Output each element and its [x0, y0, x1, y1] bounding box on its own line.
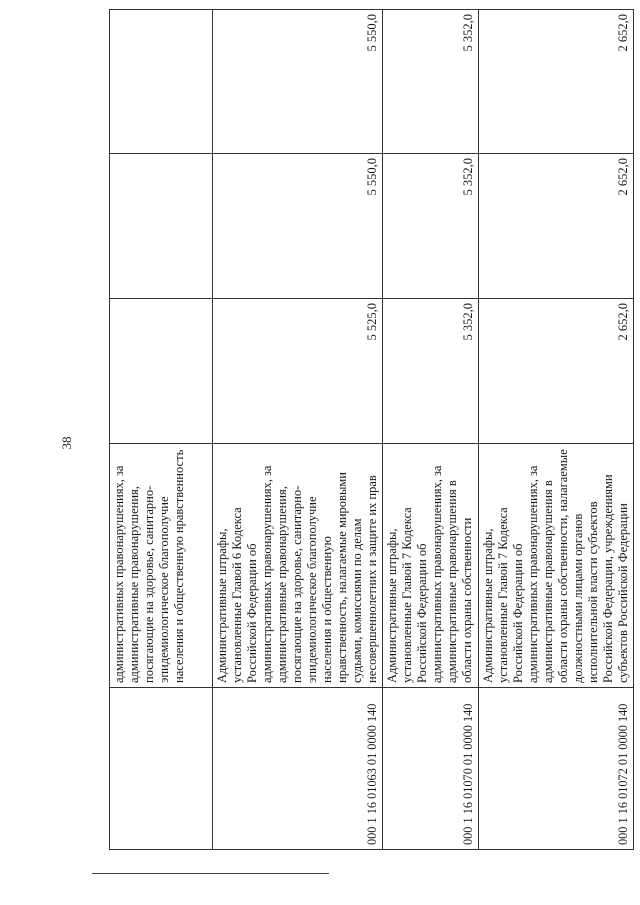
classification-code: 000 1 16 01072 01 0000 140 [479, 688, 634, 850]
revenue-description: Административные штрафы, установленные Главой 7 Кодекса Российской Федерации об административных правонарушениях, за административные правонарушения в области охраны собственности, налагаемые должностными лицами органов исполнительной власти субъектов Российской Федерации, учреждениями субъектов Российской Федерации [479, 444, 634, 688]
revenue-description: административных правонарушениях, за административные правонарушения, посягающие на здоровье, санитарно-эпидемиологическое благополучие населения и общественную нравственность [110, 444, 213, 688]
revenue-description: Административные штрафы, установленные Главой 6 Кодекса Российской Федерации об административных правонарушениях, за административные правонарушения, посягающие на здоровье, санитарно-эпидемиологическое благополучие населения и общественную нравственность, налагаемые мировыми судьями, комиссиями по делам несовершеннолетних и защите их прав [213, 444, 383, 688]
table-row [110, 10, 213, 850]
amount-year-1: 2 652,0 [479, 299, 634, 444]
amount-year-3: 5 352,0 [383, 10, 479, 154]
amount-year-1: 5 352,0 [383, 299, 479, 444]
classification-code [110, 688, 213, 850]
revenue-description: Административные штрафы, установленные Главой 7 Кодекса Российской Федерации об административных правонарушениях, за административные правонарушения в области охраны собственности [383, 444, 479, 688]
budget-table-container [109, 10, 630, 850]
classification-code: 000 1 16 01070 01 0000 140 [383, 688, 479, 850]
budget-revenue-table [109, 9, 634, 850]
amount-year-2 [110, 154, 213, 299]
amount-year-3 [110, 10, 213, 154]
amount-year-1: 5 525,0 [213, 299, 383, 444]
amount-year-2: 2 652,0 [479, 154, 634, 299]
amount-year-1 [110, 299, 213, 444]
table-row [383, 10, 479, 850]
amount-year-2: 5 352,0 [383, 154, 479, 299]
table-row [213, 10, 383, 850]
page-number: 38 [59, 436, 74, 450]
table-row [479, 10, 634, 850]
footer-divider [92, 873, 329, 874]
amount-year-3: 2 652,0 [479, 10, 634, 154]
amount-year-2: 5 550,0 [213, 154, 383, 299]
amount-year-3: 5 550,0 [213, 10, 383, 154]
classification-code: 000 1 16 01063 01 0000 140 [213, 688, 383, 850]
